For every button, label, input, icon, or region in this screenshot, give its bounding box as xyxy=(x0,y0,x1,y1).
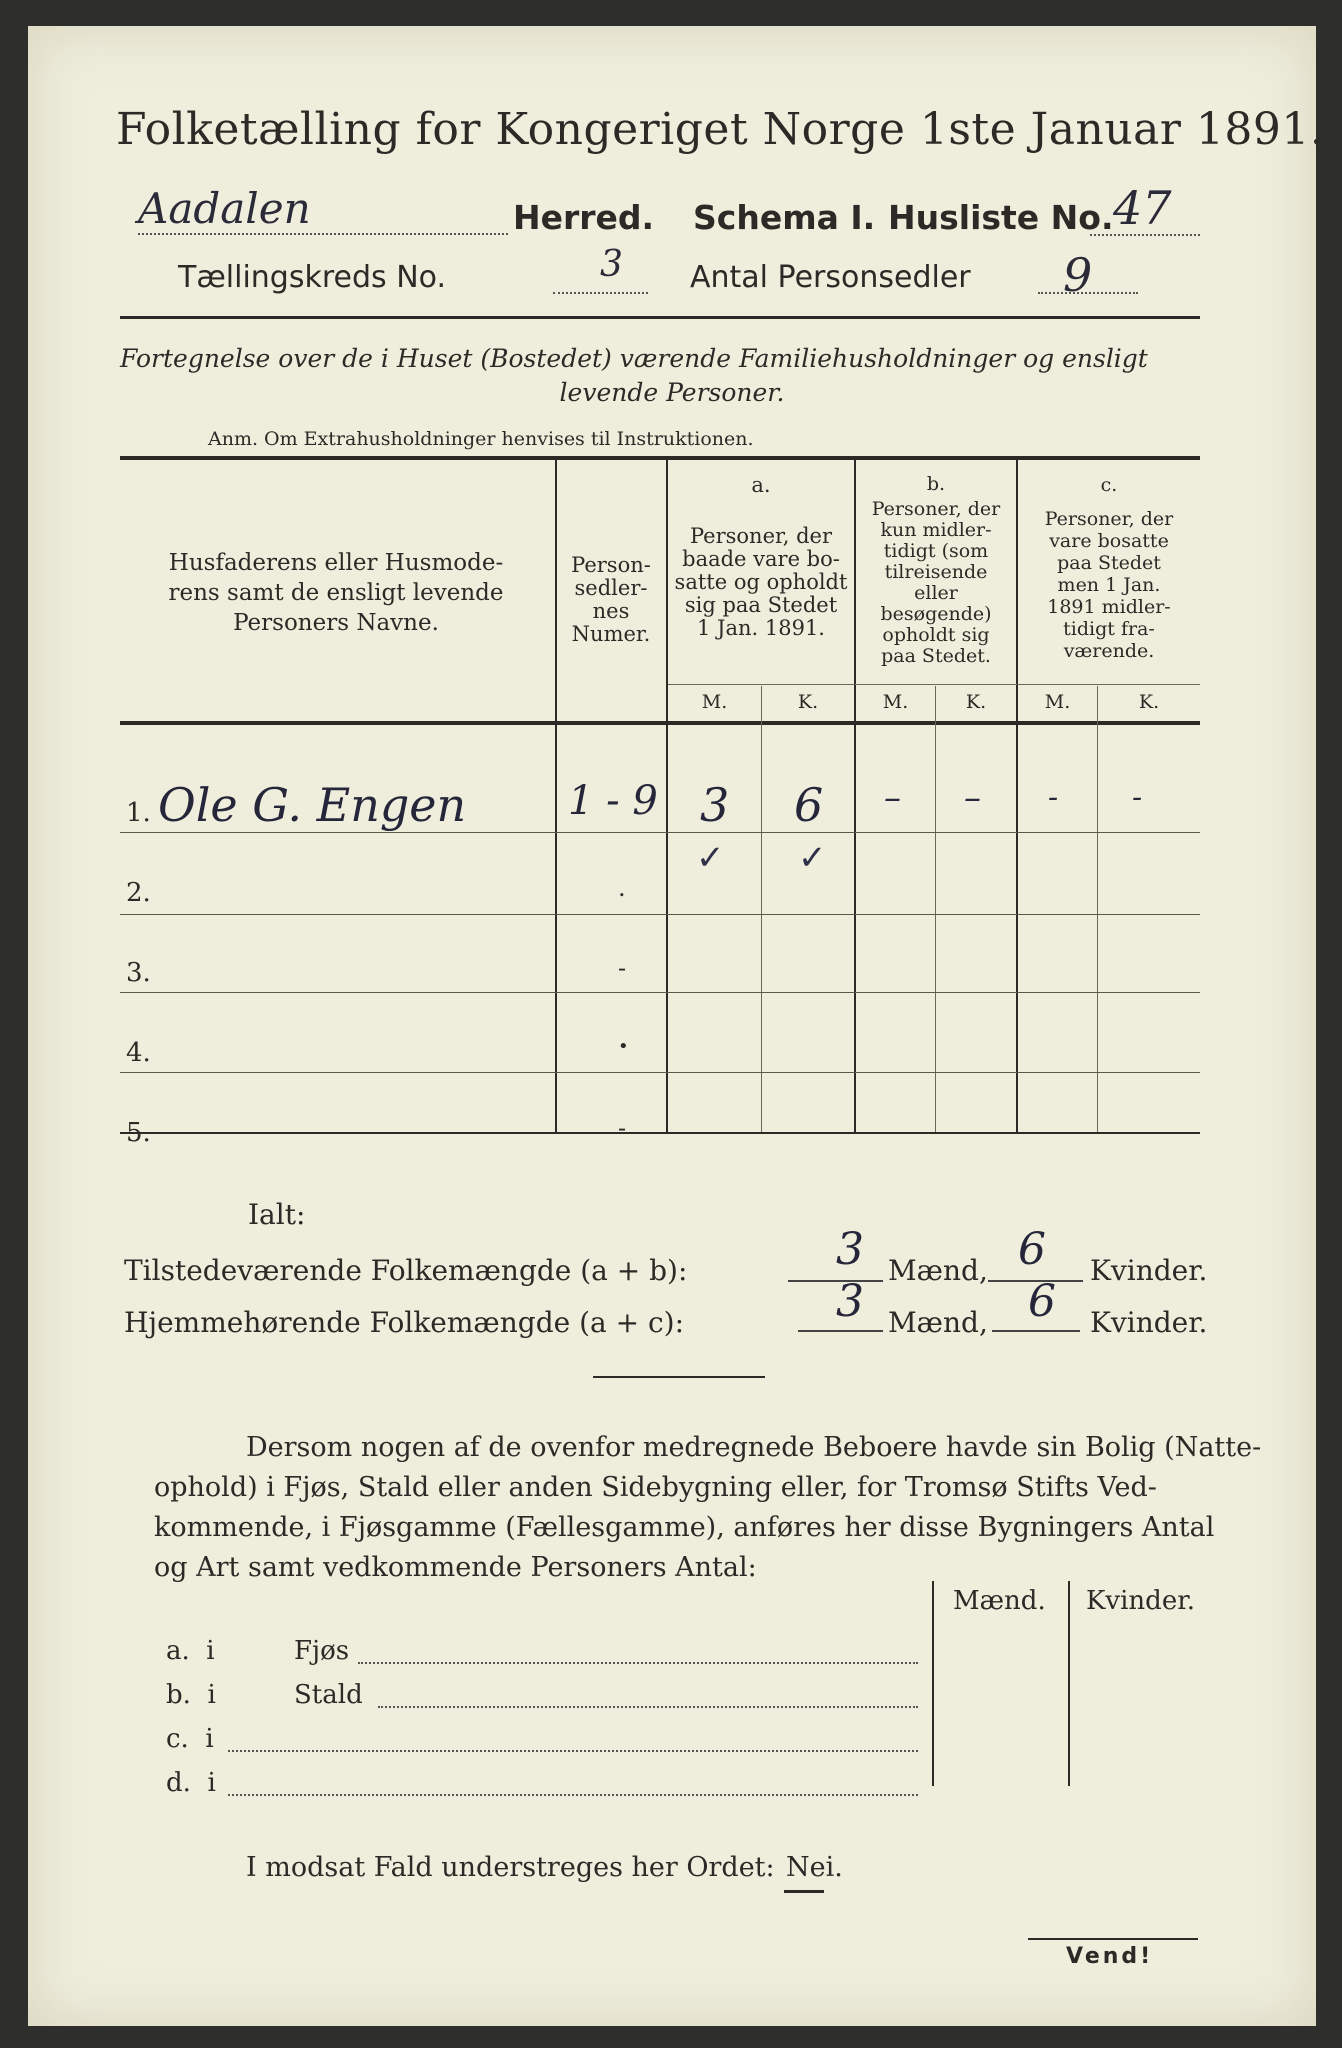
row-sedler: 1 - 9 xyxy=(568,778,658,824)
buildings-text-2: ophold) i Fjøs, Stald eller anden Sidebygning eller, for Tromsø Stifts Ved- xyxy=(154,1472,1157,1503)
a-m-label: M. xyxy=(701,691,728,713)
ialt-label: Ialt: xyxy=(248,1198,306,1231)
section-divider xyxy=(593,1376,765,1378)
schema-label: Schema I. xyxy=(693,198,876,237)
intro-line-1: Fortegnelse over de i Huset (Bostedet) værende Familiehusholdninger og ensligt xyxy=(120,344,1148,373)
tilstede-maend-label: Mænd, xyxy=(888,1254,988,1287)
kreds-value: 3 xyxy=(600,244,623,285)
buildings-maend-header: Mænd. xyxy=(953,1586,1046,1616)
intro-line-2: levende Personer. xyxy=(559,378,785,407)
husliste-dotline xyxy=(1090,234,1200,236)
col-header-a: a. Personer, der baade vare bo- satte og opholdt sig paa Stedet 1 Jan. 1891. xyxy=(674,473,848,640)
col-header-b: b. Personer, der kun midler- tidigt (som tilreisende eller besøgende) opholdt sig paa Stedet. xyxy=(871,473,1001,667)
herred-value: Aadalen xyxy=(138,184,311,233)
row-b-m: – xyxy=(884,778,901,818)
census-form-page: Folketælling for Kongeriget Norge 1ste Januar 1891. Aadalen Herred. Schema I. Husliste No. 47 Tællingskreds No. 3 Antal Personsedler 9 Fortegnelse over de i Huset (Bostedet) værende Familiehusholdninger og ensligt levende Personer. Anm. Om Extrahusholdninger henvises til Instruktionen. Husfaderens eller Husmode- rens samt de ensligt levende Personers Navne. Person- sedler- nes Numer. a. Personer, der baade vare bo- satte og opholdt sig paa Stedet 1 Jan. 1891. b. Personer, der kun midler- tidigt (som tilreisende eller besøgende) opholdt sig paa Stedet. c. Personer, der vare bosatte paa Stedet men 1 Jan. 1891 midler- tidigt fra- værende. M. K. M. K. M. K. 1. Ole G. Engen 1 - 9 3 6 ✓ ✓ – – - - 2. . 3. - 4. • 5. - Ialt: Tilstedeværende Folkemængde (a + b): 3 Mænd, 6 Kvinder. Hjemmehørende Folkemængde (a + c): 3 Mænd, 6 Kvinder. Dersom nogen af de ovenfor medregnede Beboere havde sin Bolig (Natte- ophold) i Fjøs, Stald eller anden Sidebygning eller, for Tromsø Stifts Ved- kommende, i Fjøsgamme (Fællesgamme), anføres her disse Bygningers Antal og Art samt vedkommende Personers Antal: Mænd. Kvinder. a. i Fjøs b. i Stald c. i d. i I modsat Fald understreges her Ordet: Nei. Vend! xyxy=(28,26,1316,2026)
row-sedler: - xyxy=(618,1114,627,1142)
hjemme-kvinder-label: Kvinder. xyxy=(1090,1306,1208,1339)
b-m-label: M. xyxy=(882,691,909,713)
antal-label: Antal Personsedler xyxy=(690,260,971,295)
buildings-kvinder-header: Kvinder. xyxy=(1086,1586,1196,1616)
kreds-dotline xyxy=(553,292,648,294)
hjemme-maend-value: 3 xyxy=(836,1276,864,1327)
kreds-label: Tællingskreds No. xyxy=(178,260,446,295)
row-sedler: - xyxy=(618,954,627,982)
tilstede-kvinder-label: Kvinder. xyxy=(1090,1254,1208,1287)
row-b-k: – xyxy=(964,778,981,818)
row-a-m: 3 xyxy=(700,778,730,832)
hjemme-label: Hjemmehørende Folkemængde (a + c): xyxy=(124,1306,684,1339)
husliste-value: 47 xyxy=(1113,181,1172,235)
buildings-text-4: og Art samt vedkommende Personers Antal: xyxy=(154,1552,757,1583)
check-mark-icon: ✓ xyxy=(696,838,725,878)
row-sedler: • xyxy=(618,1036,629,1057)
a-k-label: K. xyxy=(797,691,819,713)
row-a-k: 6 xyxy=(794,778,824,832)
row-name: Ole G. Engen xyxy=(158,778,467,832)
check-mark-icon: ✓ xyxy=(798,838,827,878)
modsat-text: I modsat Fald understreges her Ordet: xyxy=(246,1852,775,1883)
b-k-label: K. xyxy=(965,691,987,713)
tilstede-kvinder-value: 6 xyxy=(1018,1224,1046,1275)
c-m-label: M. xyxy=(1044,691,1071,713)
husliste-label: Husliste No. xyxy=(888,198,1114,237)
nei-word: Nei. xyxy=(786,1852,843,1883)
c-k-label: K. xyxy=(1138,691,1160,713)
row-sedler: . xyxy=(618,874,626,902)
buildings-text-1: Dersom nogen af de ovenfor medregnede Beboere havde sin Bolig (Natte- xyxy=(246,1432,1262,1463)
herred-dotline xyxy=(138,233,508,235)
hjemme-maend-label: Mænd, xyxy=(888,1306,988,1339)
col-header-name: Husfaderens eller Husmode- rens samt de ensligt levende Personers Navne. xyxy=(168,550,504,636)
header-rule xyxy=(120,316,1200,319)
row-c-m: - xyxy=(1048,780,1059,815)
tilstede-maend-value: 3 xyxy=(836,1224,864,1275)
row-c-k: - xyxy=(1132,780,1143,815)
form-title: Folketælling for Kongeriget Norge 1ste Januar 1891. xyxy=(116,104,1325,155)
anm-note: Anm. Om Extrahusholdninger henvises til Instruktionen. xyxy=(208,428,754,450)
col-header-c: c. Personer, der vare bosatte paa Stedet men 1 Jan. 1891 midler- tidigt fra- værende. xyxy=(1044,474,1174,662)
hjemme-kvinder-value: 6 xyxy=(1028,1276,1056,1327)
antal-dotline xyxy=(1038,292,1138,294)
antal-value: 9 xyxy=(1063,248,1093,302)
vend-label: Vend! xyxy=(1066,1944,1154,1969)
tilstede-label: Tilstedeværende Folkemængde (a + b): xyxy=(124,1254,688,1287)
col-header-number: Person- sedler- nes Numer. xyxy=(571,553,651,646)
buildings-text-3: kommende, i Fjøsgamme (Fællesgamme), anføres her disse Bygningers Antal xyxy=(154,1512,1215,1543)
herred-label: Herred. xyxy=(513,198,655,237)
